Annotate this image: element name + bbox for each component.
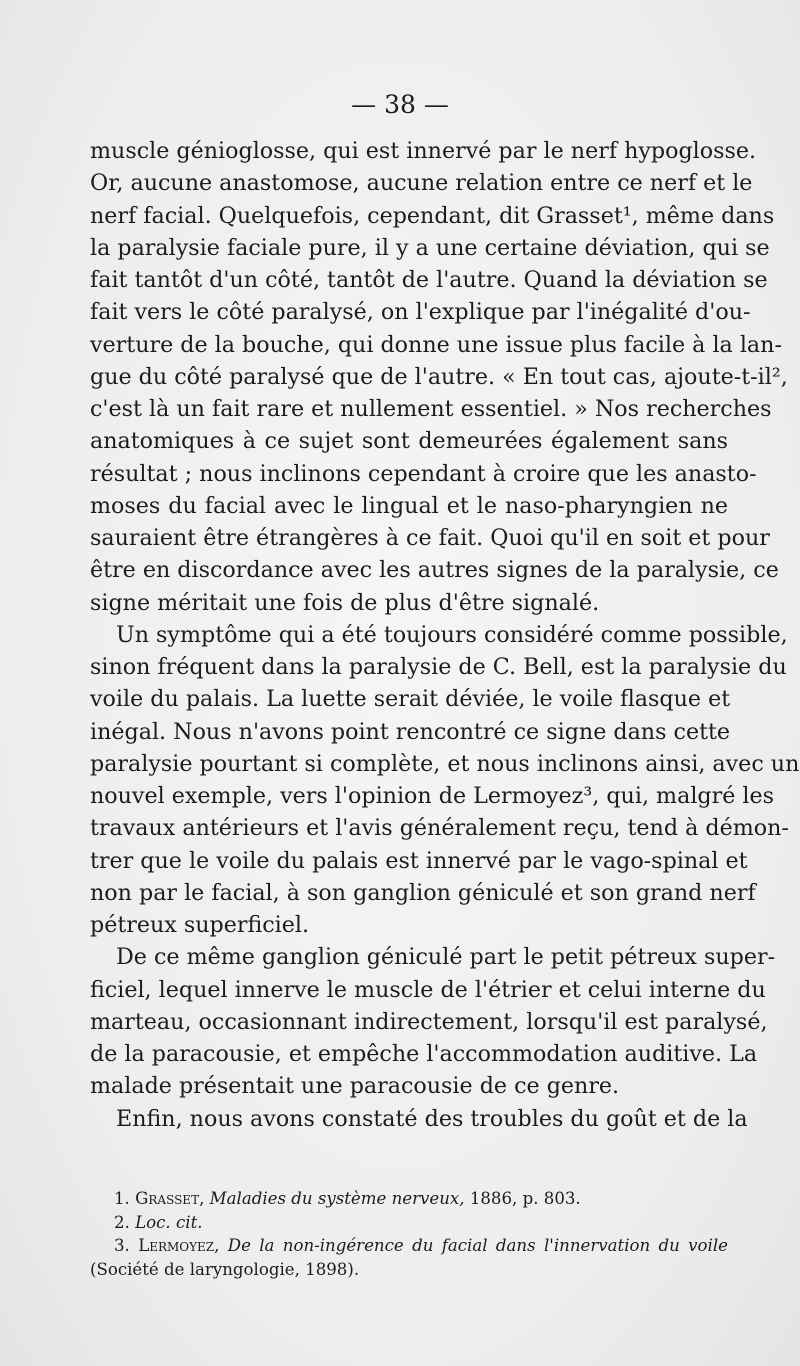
text-line: Or, aucune anastomose, aucune relation entre ce nerf et le (90, 170, 753, 197)
footnote-1 (90, 1187, 728, 1211)
footnote-title: De la non-ingérence du facial dans l'innervation du voile (227, 1236, 728, 1256)
text-line: sauraient être étrangères à ce fait. Quoi qu'il en soit et pour (90, 525, 770, 551)
text-line: marteau, occasionnant indirectement, lorsqu'il est paralysé, (90, 1008, 768, 1035)
text-line: ficiel, lequel innerve le muscle de l'étrier et celui interne du (90, 976, 766, 1003)
text-line: trer que le voile du palais est innervé par le vago-spinal et (90, 847, 748, 874)
text-line: fait vers le côté paralysé, on l'explique par l'inégalité d'ou- (90, 299, 751, 326)
text-line: la paralysie faciale pure, il y a une certaine déviation, qui se (90, 234, 770, 261)
text-line: paralysie pourtant si complète, et nous inclinons ainsi, avec un (90, 750, 800, 777)
footnote-number: 3. (114, 1236, 130, 1256)
text-line: non par le facial, à son ganglion géniculé et son grand nerf (90, 879, 756, 906)
text-line: moses du facial avec le lingual et le naso-pharyngien ne (90, 492, 728, 519)
text-line: pétreux superficiel. (90, 912, 310, 938)
footnote-3 (90, 1234, 728, 1258)
text-line: Un symptôme qui a été toujours considéré comme possible, (116, 621, 788, 648)
text-line: anatomiques à ce sujet sont demeurées également sans (90, 428, 728, 455)
text-line: résultat ; nous inclinons cependant à croire que les anasto- (90, 460, 757, 487)
text-line: inégal. Nous n'avons point rencontré ce signe dans cette (90, 718, 731, 745)
text-line: De ce même ganglion géniculé part le petit pétreux super- (116, 944, 776, 971)
text-line: malade présentait une paracousie de ce genre. (90, 1073, 620, 1100)
footnote-rest: 1886, p. 803. (469, 1189, 581, 1208)
footnote-2 (90, 1211, 728, 1235)
footnote-title: Loc. cit. (135, 1212, 203, 1232)
footnote-number: 2. (114, 1212, 130, 1232)
footnote-number: 1. (114, 1189, 130, 1208)
text-line: nerf facial. Quelquefois, cependant, dit Grasset¹, même dans (90, 202, 775, 229)
text-line: être en discordance avec les autres signes de la paralysie, ce (90, 557, 779, 584)
text-line: nouvel exemple, vers l'opinion de Lermoyez³, qui, malgré les (90, 783, 775, 809)
footnote-author: Grasset, (135, 1189, 205, 1208)
text-line: fait tantôt d'un côté, tantôt de l'autre. Quand la déviation se (90, 267, 768, 293)
body-text (90, 135, 800, 1135)
text-line: gue du côté paralysé que de l'autre. « En tout cas, ajoute-t-il², (90, 363, 788, 390)
text-line: voile du palais. La luette serait déviée, le voile flasque et (90, 686, 731, 713)
footnote-title: Maladies du système nerveux, (209, 1189, 465, 1208)
footnote-author: Lermoyez, (138, 1236, 220, 1256)
text-line: travaux antérieurs et l'avis généralement reçu, tend à démon- (90, 815, 789, 842)
text-line: muscle génioglosse, qui est innervé par le nerf hypoglosse. (90, 138, 757, 164)
text-line: sinon fréquent dans la paralysie de C. Bell, est la paralysie du (90, 654, 787, 680)
text-line: Enfin, nous avons constaté des troubles du goût et de la (116, 1105, 748, 1132)
text-line: c'est là un fait rare et nullement essentiel. » Nos recherches (90, 396, 772, 422)
page-number: — 38 — (351, 90, 449, 119)
text-line: de la paracousie, et empêche l'accommodation auditive. La (90, 1041, 758, 1067)
text-line: signe méritait une fois de plus d'être signalé. (90, 589, 600, 616)
footnotes (90, 1187, 728, 1281)
footnote-3-continuation: (Société de laryngologie, 1898). (90, 1259, 360, 1279)
text-line: verture de la bouche, qui donne une issue plus facile à la lan- (90, 331, 782, 358)
